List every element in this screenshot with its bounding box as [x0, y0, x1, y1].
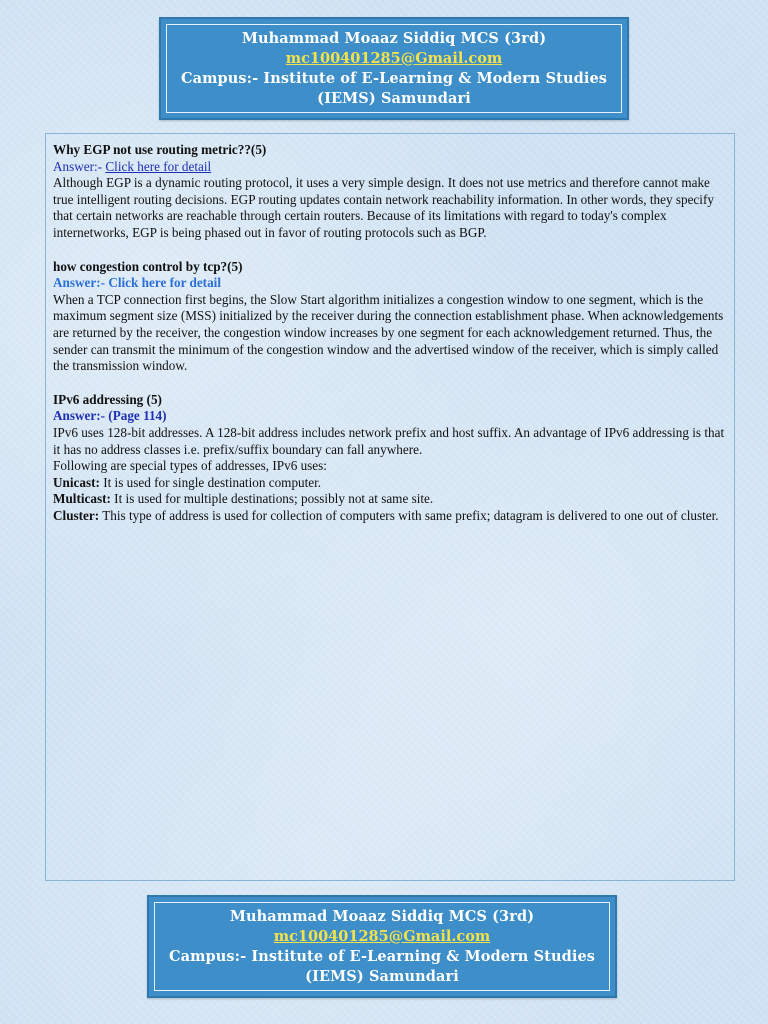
- question-title: IPv6 addressing (5): [53, 391, 162, 407]
- answer-page-ref: Answer:- (Page 114): [53, 408, 167, 424]
- header-campus-line2: (IEMS) Samundari: [317, 89, 471, 107]
- answer-body: Although EGP is a dynamic routing protocol, it uses a very simple design. It does not use metrics and therefore cannot make true intelligent routing decisions. EGP routing updates contain network reachability information. In other words, they specify that certain networks are reachable through certain routers. Because of its limitations with regard to today's complex internetworks, EGP is being phased out in favor of routing protocols such as BGP.: [53, 175, 714, 240]
- header-email-link[interactable]: mc100401285@Gmail.com: [285, 49, 503, 67]
- multicast-item: [53, 491, 727, 508]
- answer-label: Answer:-: [53, 275, 109, 291]
- header-banner-inner: [166, 24, 622, 113]
- answer-label: Answer:-: [53, 158, 106, 174]
- types-intro: Following are special types of addresses, IPv6 uses:: [53, 458, 327, 474]
- header-banner: [159, 17, 629, 120]
- footer-banner-inner: [154, 902, 610, 991]
- content-box: [45, 133, 735, 881]
- multicast-term: Multicast:: [53, 491, 111, 507]
- cluster-item: [53, 508, 727, 525]
- header-campus-line: Campus:- Institute of E-Learning & Modern Studies: [180, 69, 608, 87]
- unicast-text: It is used for single destination computer.: [99, 474, 322, 490]
- answer-body: IPv6 uses 128-bit addresses. A 128-bit address includes network prefix and host suffix. An advantage of IPv6 addressing is that it has no address classes i.e. prefix/suffix boundary can fall anywhere.: [53, 424, 725, 457]
- unicast-term: Unicast:: [53, 474, 100, 490]
- answer-line: [53, 159, 727, 176]
- answer-body: When a TCP connection first begins, the Slow Start algorithm initializes a congestion window to one segment, which is the maximum segment size (MSS) initialized by the receiver during the connection establishment phase. When acknowledgements are returned by the receiver, the congestion window increases by one segment for each acknowledgement returned. Thus, the sender can transmit the minimum of the congestion window and the advertised window of the receiver, which is simply called the transmission window.: [53, 291, 724, 374]
- question-title: how congestion control by tcp?(5): [53, 258, 243, 274]
- answer-line: [53, 275, 727, 292]
- footer-email-link[interactable]: mc100401285@Gmail.com: [273, 927, 491, 945]
- detail-link[interactable]: Click here for detail: [108, 275, 221, 291]
- section-egp: [53, 142, 727, 242]
- cluster-term: Cluster:: [53, 507, 100, 523]
- unicast-item: [53, 475, 727, 492]
- header-author-name: Muhammad Moaaz Siddiq MCS (3rd): [241, 29, 547, 47]
- cluster-text: This type of address is used for collection of computers with same prefix; datagram is delivered to one out of cluster.: [99, 507, 719, 523]
- footer-campus-line: Campus:- Institute of E-Learning & Modern Studies: [168, 947, 596, 965]
- footer-author-name: Muhammad Moaaz Siddiq MCS (3rd): [229, 907, 535, 925]
- section-ipv6: [53, 392, 727, 525]
- multicast-text: It is used for multiple destinations; possibly not at same site.: [110, 491, 434, 507]
- question-title: Why EGP not use routing metric??(5): [53, 142, 267, 157]
- section-tcp: [53, 259, 727, 375]
- footer-campus-line2: (IEMS) Samundari: [305, 967, 459, 985]
- footer-banner: [147, 895, 617, 998]
- detail-link[interactable]: Click here for detail: [105, 158, 212, 174]
